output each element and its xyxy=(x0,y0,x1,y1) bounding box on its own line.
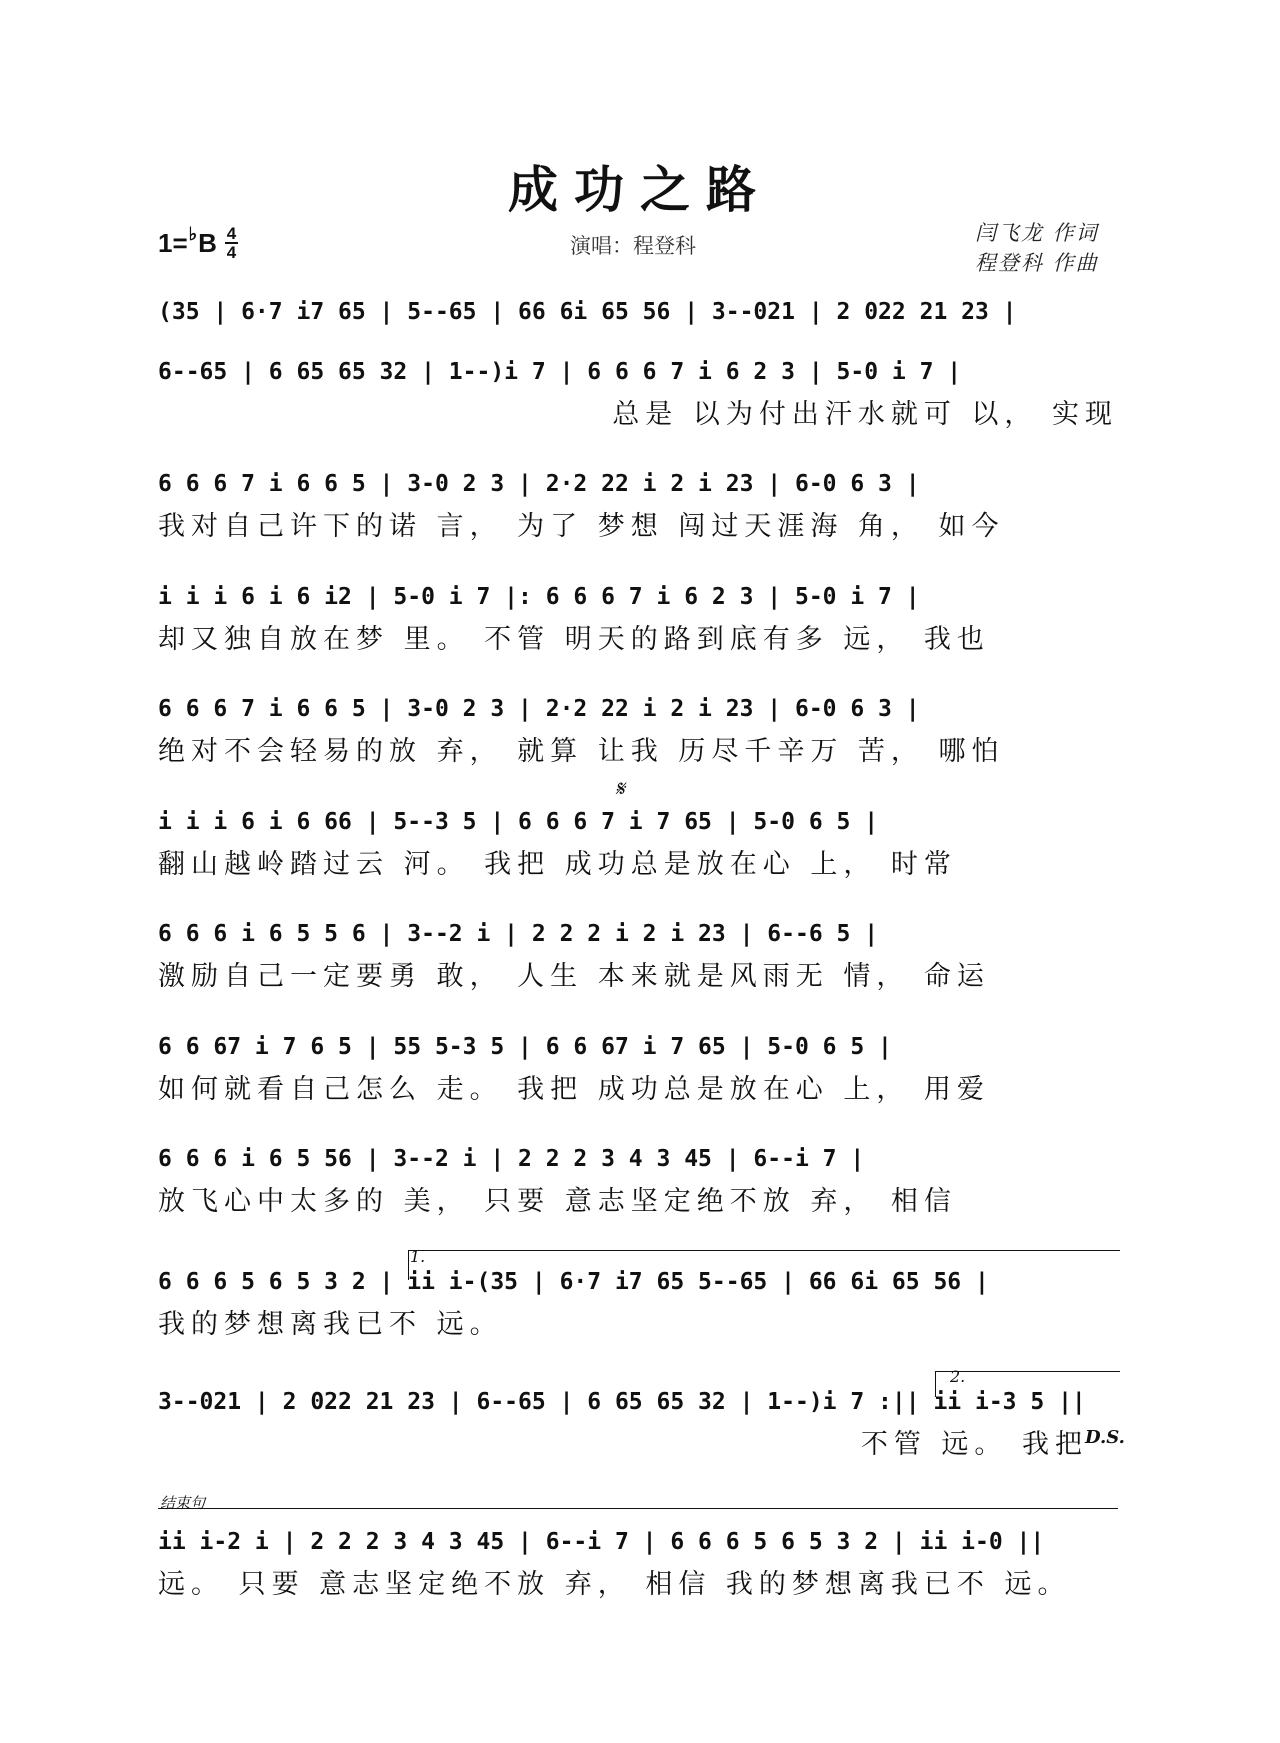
volta-bracket-1 xyxy=(408,1250,1120,1251)
lyrics-line: 我的梦想离我已不 远。 xyxy=(158,1309,503,1340)
lyrics-line: 我对自己许下的诺 言， 为了 梦想 闯过天涯海 角， 如今 xyxy=(158,511,1005,542)
singer-credit: 演唱：程登科 xyxy=(570,234,696,258)
key-prefix: 1= xyxy=(158,227,188,258)
key-note: B xyxy=(198,227,217,258)
notes-line: (35 | 6·7 i7 65 | 5--65 | 66 6i 65 56 | 3--021 | 2 022 21 23 | xyxy=(158,299,1017,325)
lyrics-line: 却又独自放在梦 里。 不管 明天的路到底有多 远， 我也 xyxy=(158,624,990,655)
lyrics-line: 不管 远。 我把 xyxy=(860,1429,1088,1460)
song-title: 成功之路 xyxy=(508,160,772,219)
staff-line-9 xyxy=(158,1142,1118,1222)
time-bottom: 4 xyxy=(226,243,237,262)
notes-line: 6 6 6 7 i 6 6 5 | 3-0 2 3 | 2·2 22 i 2 i 23 | 6-0 6 3 | xyxy=(158,471,920,497)
credits xyxy=(975,218,1099,278)
notes-line: 6 6 6 7 i 6 6 5 | 3-0 2 3 | 2·2 22 i 2 i 23 | 6-0 6 3 | xyxy=(158,696,920,722)
lyrics-line: 翻山越岭踏过云 河。 我把 成功总是放在心 上， 时常 xyxy=(158,849,957,880)
lyrics-line: 如何就看自己怎么 走。 我把 成功总是放在心 上， 用爱 xyxy=(158,1074,990,1105)
lyrics-line: 激励自己一定要勇 敢， 人生 本来就是风雨无 情， 命运 xyxy=(158,961,990,992)
notes-line: 6 6 6 i 6 5 5 6 | 3--2 i | 2 2 2 i 2 i 23 | 6--6 5 | xyxy=(158,921,879,947)
notes-line: 6 6 67 i 7 6 5 | 55 5-3 5 | 6 6 67 i 7 65 | 5-0 6 5 | xyxy=(158,1034,892,1060)
notes-line: 6 6 6 5 6 5 3 2 | ii i-(35 | 6·7 i7 65 5--65 | 66 6i 65 56 | xyxy=(158,1269,989,1295)
staff-line-1 xyxy=(158,295,1118,329)
staff-line-7 xyxy=(158,917,1118,997)
notes-line: i i i 6 i 6 i2 | 5-0 i 7 |: 6 6 6 7 i 6 2 3 | 5-0 i 7 | xyxy=(158,584,920,610)
ending-label: 结束句 xyxy=(160,1494,206,1512)
ds-mark: D.S. xyxy=(1085,1427,1125,1448)
staff-line-3 xyxy=(158,467,1118,547)
notes-line: 6--65 | 6 65 65 32 | 1--)i 7 | 6 6 6 7 i 6 2 3 | 5-0 i 7 | xyxy=(158,359,962,385)
key-signature xyxy=(158,225,238,261)
staff-line-12 xyxy=(158,1525,1118,1605)
lyrics-line: 绝对不会轻易的放 弃， 就算 让我 历尽千辛万 苦， 哪怕 xyxy=(158,736,1005,767)
staff-line-11 xyxy=(158,1385,1118,1465)
staff-line-5 xyxy=(158,692,1118,772)
notes-line: 3--021 | 2 022 21 23 | 6--65 | 6 65 65 32 | 1--)i 7 :|| ii i-3 5 || xyxy=(158,1389,1086,1415)
staff-line-8 xyxy=(158,1030,1118,1110)
staff-line-4 xyxy=(158,580,1118,660)
lyricist-credit: 闫飞龙 作词 xyxy=(975,221,1099,245)
segno-mark: 𝄋 xyxy=(615,777,625,802)
volta-1-label: 1. xyxy=(410,1247,426,1266)
flat-sign: ♭ xyxy=(188,223,198,244)
lyrics-line: 放飞心中太多的 美， 只要 意志坚定绝不放 弃， 相信 xyxy=(158,1186,957,1217)
composer-credit: 程登科 作曲 xyxy=(975,251,1099,275)
notes-line: 6 6 6 i 6 5 56 | 3--2 i | 2 2 2 3 4 3 45 | 6--i 7 | xyxy=(158,1146,865,1172)
notes-line: i i i 6 i 6 66 | 5--3 5 | 6 6 6 7 i 7 65 | 5-0 6 5 | xyxy=(158,809,879,835)
ending-bracket xyxy=(158,1508,1118,1509)
time-signature xyxy=(225,225,238,261)
lyrics-line: 远。 只要 意志坚定绝不放 弃， 相信 我的梦想离我已不 远。 xyxy=(158,1569,1071,1600)
volta-2-label: 2. xyxy=(950,1367,966,1386)
staff-line-2 xyxy=(158,355,1118,435)
lyrics-line: 总是 以为付出汗水就可 以， 实现 xyxy=(612,399,1118,430)
staff-line-6 xyxy=(158,805,1118,885)
staff-line-10 xyxy=(158,1265,1118,1345)
notes-line: ii i-2 i | 2 2 2 3 4 3 45 | 6--i 7 | 6 6 6 5 6 5 3 2 | ii i-0 || xyxy=(158,1529,1045,1555)
time-top: 4 xyxy=(226,224,237,243)
